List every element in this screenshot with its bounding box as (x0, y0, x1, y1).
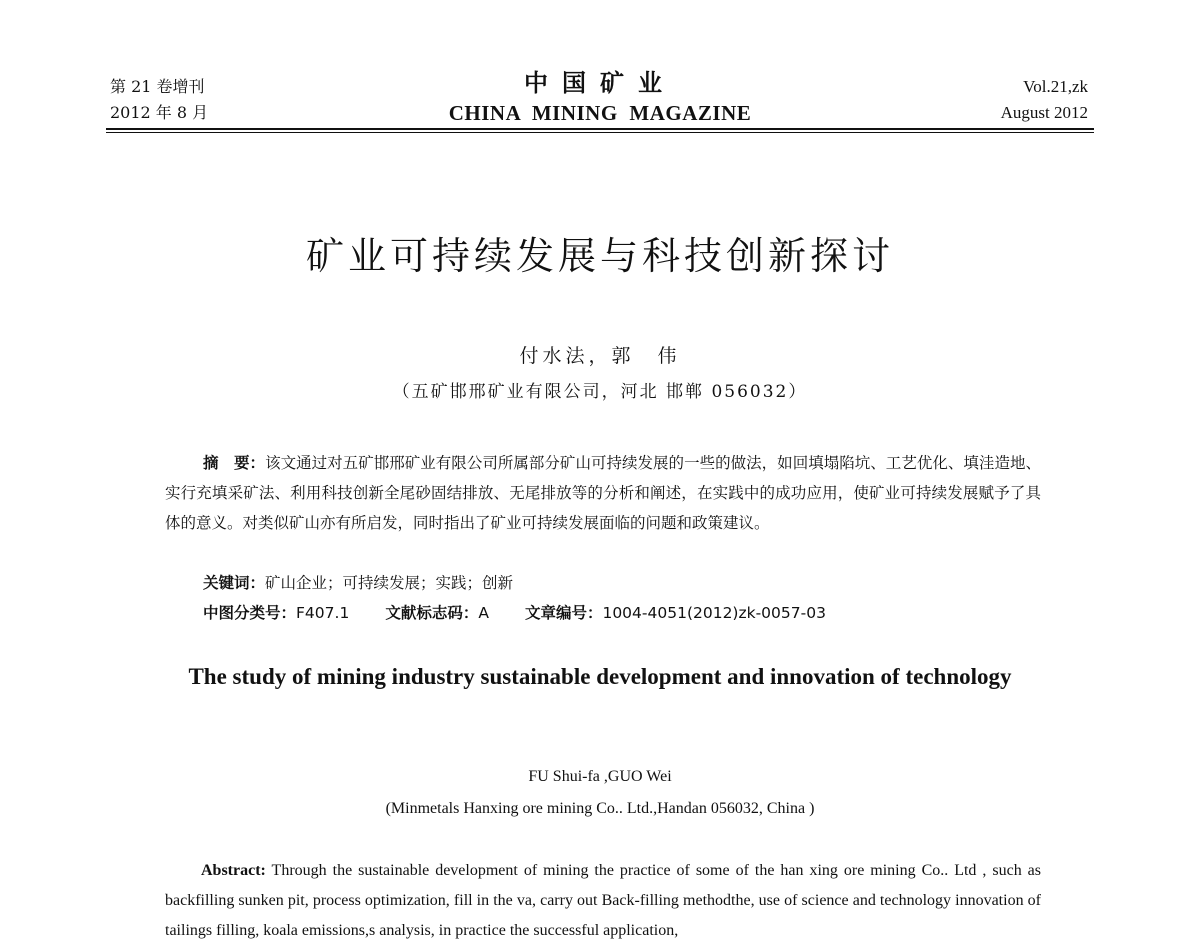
doccode-label: 文献标志码： (385, 604, 479, 622)
header-rule-thin (106, 132, 1094, 133)
authors-en: FU Shui-fa ,GUO Wei (528, 768, 672, 785)
articleno-label: 文章编号： (524, 604, 603, 622)
abstract-cn (165, 448, 1041, 538)
header-rule (106, 128, 1094, 130)
keywords-label: 关键词： (203, 574, 266, 592)
abstract-text-cn: 该文通过对五矿邯邢矿业有限公司所属部分矿山可持续发展的一些的做法，如回填塌陷坑、工艺优化、填洼造地、实行充填采矿法、利用科技创新全尾砂固结排放、无尾排放等的分析和阐述，在实践中的成功应用，使矿业可持续发展赋予了具体的意义。对类似矿山亦有所启发，同时指出了矿业可持续发展面临的问题和政策建议。 (165, 454, 1041, 532)
journal-name-en: CHINA MINING MAGAZINE (448, 101, 752, 125)
issue-date-cn: 2012 年 8 月 (110, 103, 209, 122)
volume-issue: 第 21 卷增刊 (110, 77, 205, 96)
abstract-label-en: Abstract: (201, 862, 266, 879)
journal-name-cn: 中国矿业 (524, 69, 676, 97)
paper-title-cn: 矿业可持续发展与科技创新探讨 (305, 234, 894, 278)
paper-title-en: The study of mining industry sustainable development and innovation of technology (188, 664, 1012, 689)
clc-value: F407.1 (296, 604, 350, 622)
abstract-text-en: Through the sustainable development of mining the practice of some of the han xing ore mining Co.. Ltd , such as backfilling sunken pit, process optimization, fill in the va, carry out Back-filling methodthe, use of science and technology innovation of tailings filling, koala emissions,s analysis, in practice the successful application, (165, 862, 1041, 939)
doccode-value: A (478, 604, 489, 622)
keywords-text: 矿山企业；可持续发展；实践；创新 (265, 574, 514, 592)
volume-info-en (1001, 74, 1088, 126)
affiliation-cn: （五矿邯邢矿业有限公司，河北 邯郸 056032） (392, 382, 808, 402)
authors-cn: 付水法，郭 伟 (519, 345, 681, 367)
affiliation-en: (Minmetals Hanxing ore mining Co.. Ltd.,Handan 056032, China ) (385, 800, 815, 817)
abstract-label-cn: 摘 要： (203, 454, 266, 472)
articleno-value: 1004-4051(2012)zk-0057-03 (602, 604, 826, 622)
keywords-line (203, 568, 513, 598)
volume-issue-en: Vol.21,zk (1023, 77, 1088, 96)
abstract-en (165, 856, 1041, 946)
issue-date-en: August 2012 (1000, 103, 1088, 122)
clc-label: 中图分类号： (203, 604, 297, 622)
classification-line (203, 598, 826, 628)
